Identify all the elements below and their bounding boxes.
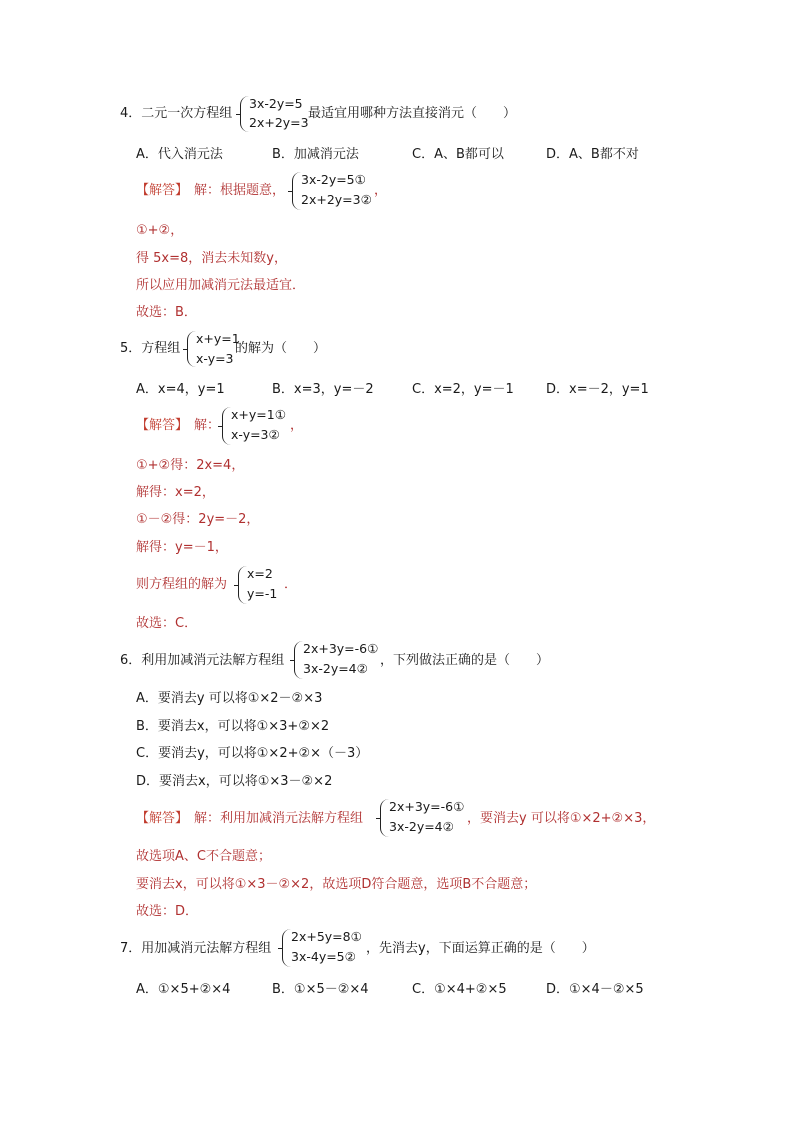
- q5-step-2: 解得：x=2，: [136, 485, 215, 500]
- q7-equation-2: 3x-4y=5②: [291, 949, 356, 964]
- q4-option-d: D．A、B都不对: [546, 147, 639, 162]
- q6-option-c: C．要消去y，可以将①×2+②×（－3）: [136, 746, 369, 761]
- q4-answer-tag: 【解答】: [136, 183, 189, 198]
- q7-equation-1: 2x+5y=8①: [291, 929, 362, 944]
- q7-option-b: B．①×5－②×4: [272, 982, 369, 997]
- q5-answer-equation-system: [222, 407, 294, 445]
- q5-solution-y: y=-1: [247, 586, 278, 601]
- left-brace-icon: [240, 96, 249, 132]
- q6-final-answer: 故选：D．: [136, 904, 199, 919]
- q5-stem-suffix: 的解为（ ）: [235, 341, 327, 356]
- q7-stem-suffix: ，先消去y，下面运算正确的是（ ）: [366, 941, 595, 956]
- q4-step-2: 得 5x=8，消去未知数y，: [136, 251, 287, 266]
- q6-option-a: A．要消去y 可以将①×2－②×3: [136, 691, 323, 706]
- q4-stem-suffix: 最适宜用哪种方法直接消元（ ）: [308, 106, 517, 121]
- q6-step-1: 故选项A、C不合题意；: [136, 849, 271, 864]
- q5-option-c: C．x=2，y=－1: [412, 382, 514, 397]
- q4-option-a: A．代入消元法: [136, 147, 223, 162]
- q5-equation-2: x-y=3: [196, 351, 234, 366]
- q6-answer-equation-system: [380, 799, 466, 837]
- q5-option-b: B．x=3，y=－2: [272, 382, 374, 397]
- q6-step-2: 要消去x，可以将①×3－②×2，故选项D符合题意，选项B不合题意；: [136, 877, 537, 892]
- q6-equation-1: 2x+3y=-6①: [303, 641, 379, 656]
- q4-answer-equation-system: [292, 172, 374, 210]
- q5-option-d: D．x=－2，y=1: [546, 382, 649, 397]
- q4-step-1: ①+②，: [136, 223, 184, 238]
- q6-equation-system: [294, 641, 380, 679]
- q4-answer-equation-1: 3x-2y=5①: [301, 172, 366, 187]
- left-brace-icon: [282, 929, 291, 967]
- q4-equation-2: 2x+2y=3: [249, 115, 309, 130]
- q4-final-answer: 故选：B．: [136, 305, 197, 320]
- q6-stem-suffix: ，下列做法正确的是（ ）: [380, 653, 550, 668]
- q4-equation-system: [240, 96, 310, 132]
- q4-stem-prefix: 4．二元一次方程组: [120, 106, 233, 121]
- q7-option-d: D．①×4－②×5: [546, 982, 644, 997]
- q4-equation-1: 3x-2y=5: [249, 96, 303, 111]
- q7-option-c: C．①×4+②×5: [412, 982, 507, 997]
- q5-step-1: ①+②得：2x=4，: [136, 458, 245, 473]
- q5-answer-equation-2: x-y=3②: [231, 427, 280, 442]
- q4-answer-equation-2: 2x+2y=3②: [301, 192, 372, 207]
- left-brace-icon: [292, 172, 301, 210]
- left-brace-icon: [380, 799, 389, 837]
- q5-solution-system: [238, 566, 288, 604]
- q7-stem-prefix: 7．用加减消元法解方程组: [120, 941, 272, 956]
- q6-answer-equation-1: 2x+3y=-6①: [389, 799, 465, 814]
- q6-stem-prefix: 6．利用加减消元法解方程组: [120, 653, 285, 668]
- q5-solution-period: ．: [284, 577, 298, 592]
- q6-answer-detail: ，要消去y 可以将①×2+②×3，: [467, 811, 656, 826]
- q5-stem-prefix: 5．方程组: [120, 341, 181, 356]
- q5-solution-intro: 则方程组的解为: [136, 577, 228, 592]
- left-brace-icon: [187, 331, 196, 367]
- q5-equation-1: x+y=1: [196, 331, 240, 346]
- q5-answer-intro: 解：: [194, 418, 221, 433]
- q5-final-answer: 故选：C．: [136, 616, 198, 631]
- left-brace-icon: [222, 407, 231, 445]
- q5-answer-comma: ，: [290, 418, 304, 433]
- q5-answer-equation-1: x+y=1①: [231, 407, 286, 422]
- q5-equation-system: [187, 331, 240, 367]
- q7-option-a: A．①×5+②×4: [136, 982, 231, 997]
- q5-option-a: A．x=4，y=1: [136, 382, 225, 397]
- q5-answer-tag: 【解答】: [136, 418, 189, 433]
- q4-option-b: B．加减消元法: [272, 147, 359, 162]
- q6-option-d: D．要消去x，可以将①×3－②×2: [136, 774, 333, 789]
- left-brace-icon: [238, 566, 247, 604]
- q5-step-3: ①－②得：2y=－2，: [136, 512, 260, 527]
- q4-option-c: C．A、B都可以: [412, 147, 504, 162]
- q6-answer-equation-2: 3x-2y=4②: [389, 819, 454, 834]
- q5-step-4: 解得：y=－1，: [136, 540, 228, 555]
- q4-answer-intro: 解：根据题意，: [194, 183, 286, 198]
- q4-step-3: 所以应用加减消元法最适宜．: [136, 278, 306, 293]
- q4-answer-comma: ，: [374, 183, 388, 198]
- q6-answer-tag: 【解答】: [136, 811, 189, 826]
- q7-equation-system: [282, 929, 366, 967]
- q6-option-b: B．要消去x，可以将①×3+②×2: [136, 719, 330, 734]
- q6-equation-2: 3x-2y=4②: [303, 661, 368, 676]
- q6-answer-intro: 解：利用加减消元法解方程组: [194, 811, 364, 826]
- left-brace-icon: [294, 641, 303, 679]
- q5-solution-x: x=2: [247, 566, 273, 581]
